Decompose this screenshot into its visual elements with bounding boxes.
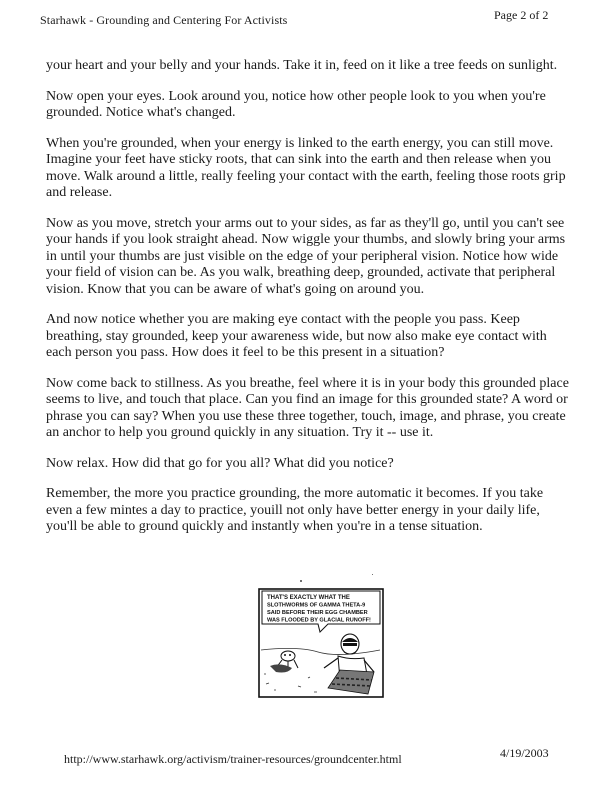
source-url: http://www.starhawk.org/activism/trainer-resources/groundcenter.html xyxy=(64,752,402,766)
cartoon-drawing xyxy=(258,588,384,698)
paragraph: Remember, the more you practice grounding, the more automatic it becomes. If you take even a few mintes a day to practice, youill not only have better energy in your daily life, you'll be able to ground quickly and instantly when you're in a tense situation. xyxy=(46,486,544,534)
cartoon-caption: SLOTHWORMS OF GAMMA THETA-9 xyxy=(267,602,366,609)
paragraph: Now relax. How did that go for you all? What did you notice? xyxy=(46,455,394,471)
paragraph: Now open your eyes. Look around you, notice how other people look to you when you're grounded. Notice what's changed. xyxy=(46,88,546,120)
document-header-title: Starhawk - Grounding and Centering For Activists xyxy=(40,13,288,27)
page-number: Page 2 of 2 xyxy=(494,8,549,22)
cartoon-caption: SAID BEFORE THEIR EGG CHAMBER xyxy=(267,610,368,616)
article-body xyxy=(46,58,571,550)
paragraph: Now as you move, stretch your arms out to your sides, as far as they'll go, until you can't see your hands if you look straight ahead. Now wiggle your thumbs, and slowly bring your arms in until your thumbs are just visible on the edge of your peripheral vision. Notice how wide your field of vision can be. As you walk, breathing deep, grounded, activate that peripheral vision. Know that you can be aware of what's going on around you. xyxy=(46,215,566,297)
paragraph: And now notice whether you are making eye contact with the people you pass. Keep breathing, stay grounded, keep your awareness wide, but now also make eye contact with each person you pass. How does it feel to be this present in a situation? xyxy=(46,312,547,360)
cartoon-image xyxy=(258,588,384,698)
paragraph: your heart and your belly and your hands. Take it in, feed on it like a tree feeds on sunlight. xyxy=(46,58,558,73)
paragraph: When you're grounded, when your energy is linked to the earth energy, you can still move. Imagine your feet have sticky roots, that can sink into the earth and then release when you move. Walk around a little, really feeling your contact with the earth, feeling those roots grip and release. xyxy=(46,135,566,200)
print-date: 4/19/2003 xyxy=(500,746,549,760)
cartoon-caption: THAT'S EXACTLY WHAT THE xyxy=(267,595,350,601)
cartoon-caption: WAS FLOODED BY GLACIAL RUNOFF! xyxy=(267,617,371,624)
paragraph: Now come back to stillness. As you breathe, feel where it is in your body this grounded place seems to live, and touch that place. Can you find an image for this grounded state? A word or phrase you can say? When you use these three together, touch, image, and phrase, you create an anchor to help you ground quickly in any situation. Try it -- use it. xyxy=(46,375,569,440)
scan-speck xyxy=(372,574,373,575)
scan-speck xyxy=(300,580,302,582)
